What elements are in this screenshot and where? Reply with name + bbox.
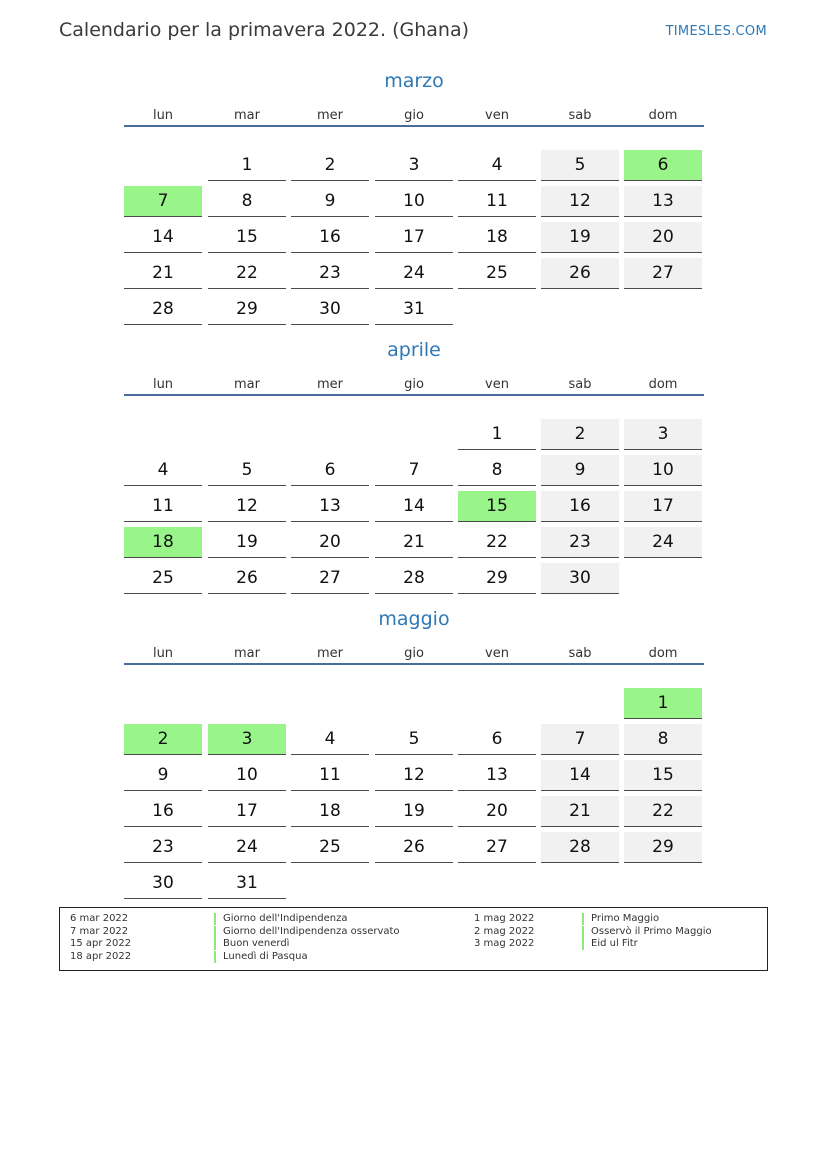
month-title: marzo — [384, 70, 444, 92]
holiday-legend — [59, 907, 768, 971]
legend-date: 2 mag 2022 — [474, 925, 535, 937]
day-cell: 31 — [375, 294, 453, 325]
legend-date: 18 apr 2022 — [70, 951, 132, 963]
weekday-label: mer — [316, 646, 343, 661]
weekday-label: lun — [152, 108, 174, 123]
day-cell: 22 — [624, 796, 702, 827]
day-cell: 18 — [458, 222, 536, 253]
day-cell: 26 — [208, 563, 286, 594]
weekday-label: mer — [316, 108, 343, 123]
day-cell: 16 — [124, 796, 202, 827]
day-cell: 22 — [208, 258, 286, 289]
day-cell: 13 — [291, 491, 369, 522]
day-cell: 13 — [458, 760, 536, 791]
weekday-label: mer — [316, 377, 343, 392]
day-cell: 19 — [375, 796, 453, 827]
legend-holiday-name: Osservò il Primo Maggio — [582, 926, 712, 938]
day-cell-holiday: 15 — [458, 491, 536, 522]
day-cell: 12 — [541, 186, 619, 217]
day-cell: 19 — [208, 527, 286, 558]
day-cell: 24 — [375, 258, 453, 289]
day-cell: 21 — [124, 258, 202, 289]
day-cell: 1 — [208, 150, 286, 181]
day-cell: 20 — [458, 796, 536, 827]
header-rule — [124, 663, 704, 665]
day-cell: 5 — [541, 150, 619, 181]
day-cell: 11 — [291, 760, 369, 791]
day-cell: 29 — [624, 832, 702, 863]
weekday-label: dom — [648, 377, 678, 392]
weekday-label: ven — [485, 646, 509, 661]
day-cell: 29 — [208, 294, 286, 325]
day-cell-holiday: 6 — [624, 150, 702, 181]
day-cell: 25 — [458, 258, 536, 289]
day-cell: 2 — [541, 419, 619, 450]
weekday-label: mar — [234, 108, 260, 123]
weekday-header — [124, 377, 704, 393]
day-cell: 16 — [291, 222, 369, 253]
day-cell: 29 — [458, 563, 536, 594]
day-cell: 17 — [208, 796, 286, 827]
day-cell: 24 — [208, 832, 286, 863]
day-cell-holiday: 1 — [624, 688, 702, 719]
day-cell-holiday: 18 — [124, 527, 202, 558]
day-cell: 1 — [458, 419, 536, 450]
day-cell: 11 — [124, 491, 202, 522]
day-cell: 7 — [375, 455, 453, 486]
day-cell: 10 — [624, 455, 702, 486]
weekday-header — [124, 646, 704, 662]
day-cell: 18 — [291, 796, 369, 827]
day-cell: 15 — [624, 760, 702, 791]
day-cell: 9 — [124, 760, 202, 791]
day-cell: 14 — [375, 491, 453, 522]
day-cell: 30 — [291, 294, 369, 325]
weekday-label: ven — [485, 108, 509, 123]
page-title: Calendario per la primavera 2022. (Ghana) — [59, 19, 470, 41]
day-cell: 25 — [291, 832, 369, 863]
day-cell: 31 — [208, 868, 286, 899]
day-cell: 8 — [458, 455, 536, 486]
day-cell: 6 — [291, 455, 369, 486]
weekday-label: dom — [648, 646, 678, 661]
day-cell: 23 — [124, 832, 202, 863]
legend-date: 6 mar 2022 — [70, 913, 129, 924]
day-cell: 16 — [541, 491, 619, 522]
weekday-label: ven — [485, 377, 509, 392]
day-cell: 4 — [124, 455, 202, 486]
day-cell: 3 — [375, 150, 453, 181]
day-cell: 30 — [541, 563, 619, 594]
weekday-label: sab — [568, 646, 592, 661]
legend-date: 15 apr 2022 — [70, 938, 132, 950]
day-cell: 28 — [541, 832, 619, 863]
brand-link[interactable]: TIMESLES.COM — [665, 24, 767, 39]
weekday-label: gio — [404, 646, 424, 661]
day-cell-holiday: 2 — [124, 724, 202, 755]
weekday-label: dom — [648, 108, 678, 123]
day-cell: 4 — [458, 150, 536, 181]
weekday-label: gio — [404, 377, 424, 392]
day-cell: 23 — [541, 527, 619, 558]
legend-holiday-name: Giorno dell'Indipendenza — [214, 913, 348, 925]
day-cell: 9 — [541, 455, 619, 486]
day-cell: 2 — [291, 150, 369, 181]
day-cell: 20 — [624, 222, 702, 253]
day-cell: 26 — [541, 258, 619, 289]
day-cell: 4 — [291, 724, 369, 755]
day-cell: 28 — [124, 294, 202, 325]
day-cell: 30 — [124, 868, 202, 899]
day-cell: 8 — [208, 186, 286, 217]
day-cell: 20 — [291, 527, 369, 558]
day-cell: 6 — [458, 724, 536, 755]
month-title: maggio — [378, 608, 450, 630]
header-rule — [124, 394, 704, 396]
legend-holiday-name: Lunedì di Pasqua — [214, 951, 308, 963]
day-cell: 10 — [208, 760, 286, 791]
legend-date: 7 mar 2022 — [70, 925, 129, 937]
day-cell: 15 — [208, 222, 286, 253]
day-cell: 22 — [458, 527, 536, 558]
legend-holiday-name: Primo Maggio — [582, 913, 659, 925]
legend-holiday-name: Buon venerdì — [214, 938, 289, 950]
day-cell: 19 — [541, 222, 619, 253]
day-cell: 12 — [208, 491, 286, 522]
day-cell: 14 — [124, 222, 202, 253]
day-cell-holiday: 7 — [124, 186, 202, 217]
legend-holiday-name: Giorno dell'Indipendenza osservato — [214, 926, 400, 938]
day-cell: 21 — [375, 527, 453, 558]
weekday-label: mar — [234, 377, 260, 392]
day-cell: 3 — [624, 419, 702, 450]
day-cell: 8 — [624, 724, 702, 755]
day-cell: 13 — [624, 186, 702, 217]
day-cell: 26 — [375, 832, 453, 863]
legend-date: 3 mag 2022 — [474, 938, 535, 950]
day-cell: 17 — [375, 222, 453, 253]
weekday-label: sab — [568, 377, 592, 392]
day-cell: 27 — [291, 563, 369, 594]
legend-holiday-name: Eid ul Fitr — [582, 938, 638, 950]
day-cell: 24 — [624, 527, 702, 558]
day-cell: 23 — [291, 258, 369, 289]
day-cell: 5 — [375, 724, 453, 755]
month-title: aprile — [387, 339, 441, 361]
day-cell-holiday: 3 — [208, 724, 286, 755]
weekday-label: mar — [234, 646, 260, 661]
legend-date: 1 mag 2022 — [474, 913, 535, 924]
day-cell: 12 — [375, 760, 453, 791]
weekday-label: sab — [568, 108, 592, 123]
day-cell: 14 — [541, 760, 619, 791]
day-cell: 17 — [624, 491, 702, 522]
weekday-label: lun — [152, 377, 174, 392]
day-cell: 27 — [458, 832, 536, 863]
day-cell: 27 — [624, 258, 702, 289]
weekday-label: gio — [404, 108, 424, 123]
weekday-label: lun — [152, 646, 174, 661]
weekday-header — [124, 108, 704, 124]
day-cell: 10 — [375, 186, 453, 217]
day-cell: 9 — [291, 186, 369, 217]
day-cell: 5 — [208, 455, 286, 486]
day-cell: 28 — [375, 563, 453, 594]
day-cell: 25 — [124, 563, 202, 594]
day-cell: 7 — [541, 724, 619, 755]
day-cell: 21 — [541, 796, 619, 827]
header-rule — [124, 125, 704, 127]
day-cell: 11 — [458, 186, 536, 217]
